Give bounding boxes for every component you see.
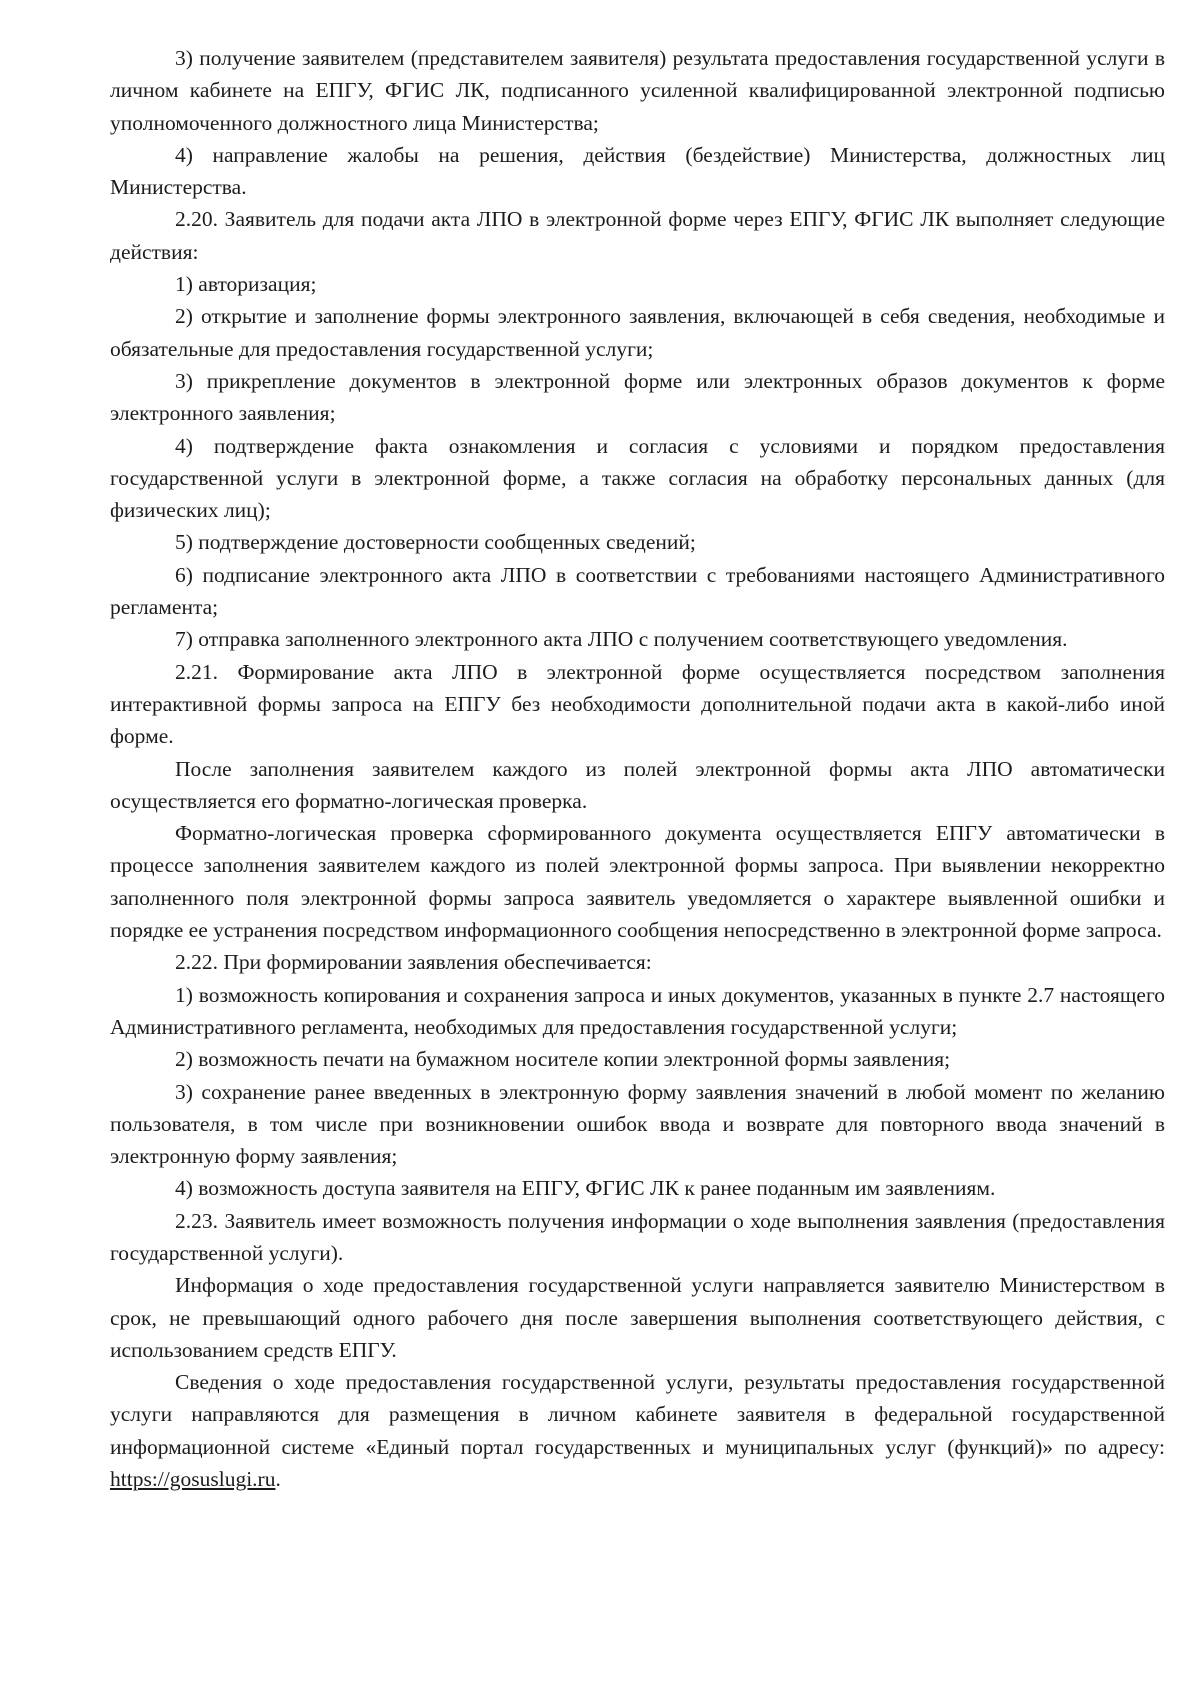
- list-item-copy-save: 1) возможность копирования и сохранения запроса и иных документов, указанных в пункте 2.7 настоящего Административного регламента, необходимых для предоставления государственной услуги;: [110, 982, 1165, 1039]
- paragraph-2-23: 2.23. Заявитель имеет возможность получения информации о ходе выполнения заявления (предоставления государственной услуги).: [110, 1208, 1165, 1265]
- list-item-access-previous: 4) возможность доступа заявителя на ЕПГУ, ФГИС ЛК к ранее поданным им заявлениям.: [175, 1176, 996, 1201]
- paragraph-2-22: 2.22. При формировании заявления обеспечивается:: [175, 950, 652, 975]
- list-item-open-form: 2) открытие и заполнение формы электронного заявления, включающей в себя сведения, необходимые и обязательные для предоставления государственной услуги;: [110, 304, 1165, 361]
- paragraph-3-result: 3) получение заявителем (представителем заявителя) результата предоставления государственной услуги в личном кабинете на ЕПГУ, ФГИС ЛК, подписанного усиленной квалифицированной электронной подписью уполномоченного должностного лица Министерства;: [110, 46, 1165, 135]
- list-item-print: 2) возможность печати на бумажном носителе копии электронной формы заявления;: [175, 1047, 951, 1072]
- list-item-attach-documents: 3) прикрепление документов в электронной форме или электронных образов документов к форме электронного заявления;: [110, 368, 1165, 426]
- paragraph-4-complaint: 4) направление жалобы на решения, действия (бездействие) Министерства, должностных лиц Министерства.: [110, 142, 1165, 200]
- paragraph-personal-account-text: Сведения о ходе предоставления государственной услуги, результаты предоставления государственной услуги направляются для размещения в личном кабинете заявителя в федеральной государственной информационной системе «Единый портал государственных и муниципальных услуг (функций)» по адресу:: [110, 1370, 1165, 1459]
- list-item-sign-act: 6) подписание электронного акта ЛПО в соответствии с требованиями настоящего Административного регламента;: [110, 562, 1165, 620]
- document-page: [110, 42, 1165, 1495]
- list-item-authorization: 1) авторизация;: [175, 272, 317, 297]
- list-item-save-values: 3) сохранение ранее введенных в электронную форму заявления значений в любой момент по желанию пользователя, в том числе при возникновении ошибок ввода и возврате для повторного ввода значений в электронную форму заявления;: [110, 1079, 1165, 1169]
- list-item-confirm-accuracy: 5) подтверждение достоверности сообщенных сведений;: [175, 530, 696, 555]
- list-item-confirm-consent: 4) подтверждение факта ознакомления и согласия с условиями и порядком предоставления государственной услуги в электронной форме, а также согласия на обработку персональных данных (для физических лиц);: [110, 433, 1165, 523]
- paragraph-2-21: 2.21. Формирование акта ЛПО в электронной форме осуществляется посредством заполнения интерактивной формы запроса на ЕПГУ без необходимости дополнительной подачи акта в какой-либо иной форме.: [110, 659, 1165, 749]
- paragraph-personal-account-info: [110, 1366, 1165, 1495]
- paragraph-format-check-details: Форматно-логическая проверка сформированного документа осуществляется ЕПГУ автоматически в процессе заполнения заявителем каждого из полей электронной формы запроса. При выявлении некорректно заполненного поля электронной формы запроса заявитель уведомляется о характере выявленной ошибки и порядке ее устранения посредством информационного сообщения непосредственно в электронной форме запроса.: [110, 821, 1165, 943]
- paragraph-personal-account-tail: .: [275, 1467, 281, 1492]
- paragraph-format-check: После заполнения заявителем каждого из полей электронной формы акта ЛПО автоматически осуществляется его форматно-логическая проверка.: [110, 756, 1165, 813]
- paragraph-2-20: 2.20. Заявитель для подачи акта ЛПО в электронной форме через ЕПГУ, ФГИС ЛК выполняет следующие действия:: [110, 207, 1165, 264]
- list-item-send-act: 7) отправка заполненного электронного акта ЛПО с получением соответствующего уведомления.: [175, 627, 1068, 652]
- gosuslugi-link[interactable]: https://gosuslugi.ru: [110, 1467, 276, 1492]
- paragraph-progress-info: Информация о ходе предоставления государственной услуги направляется заявителю Министерством в срок, не превышающий одного рабочего дня после завершения выполнения соответствующего действия, с использованием средств ЕПГУ.: [110, 1273, 1165, 1362]
